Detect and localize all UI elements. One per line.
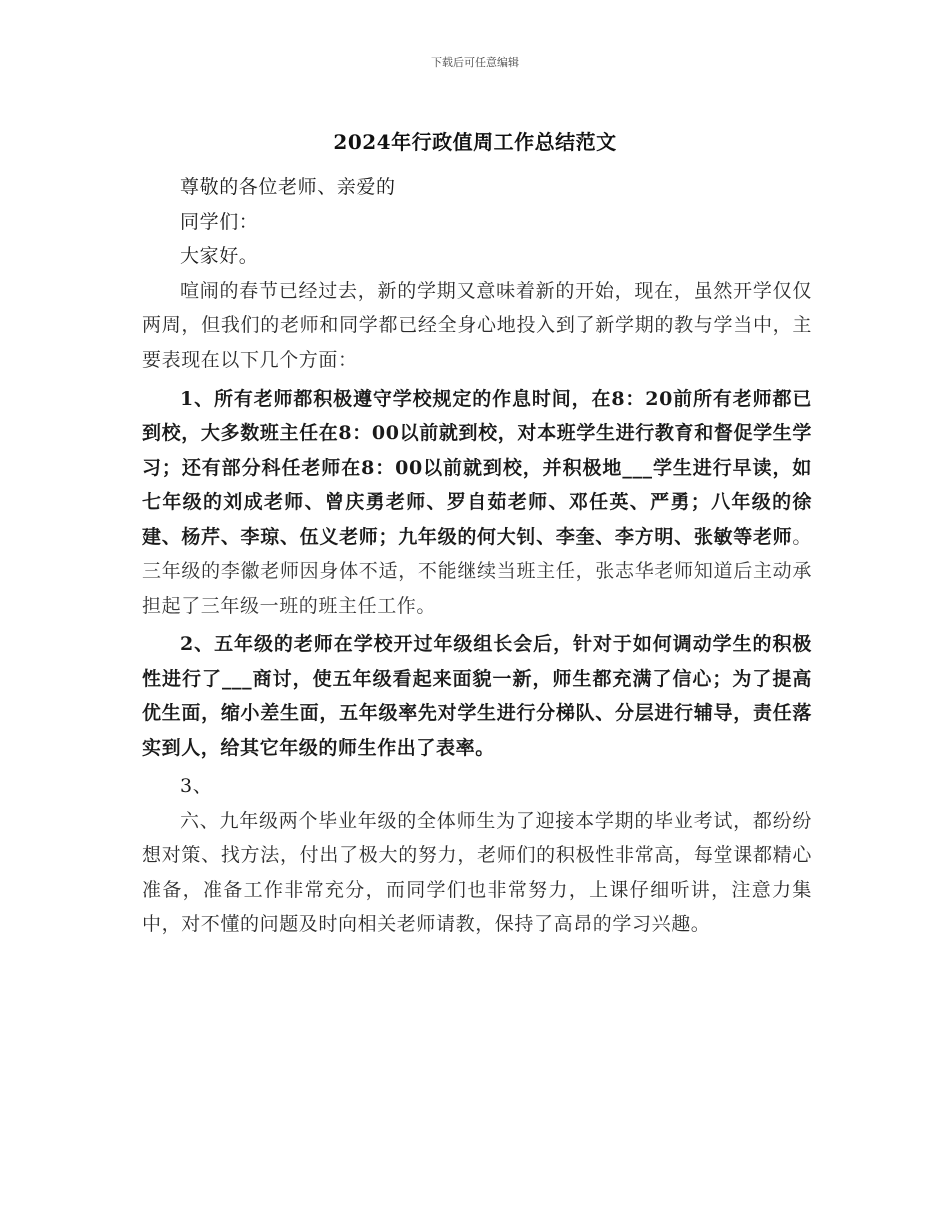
- salutation-line-2: 同学们：: [180, 210, 259, 233]
- greeting: 大家好。: [180, 245, 259, 268]
- point-1-normal-text: 。三年级的李徽老师因身体不适，不能继续当班主任，张志华老师知道后主动承担起了三年级一班的班主任工作。: [142, 525, 812, 617]
- document-title: 2024年行政值周工作总结范文: [333, 130, 617, 154]
- point-3-paragraph: 六、九年级两个毕业年级的全体师生为了迎接本学期的毕业考试，都纷纷想对策、找方法，付出了极大的努力，老师们的积极性非常高，每堂课都精心准备，准备工作非常充分，而同学们也非常努力，上课仔细听讲，注意力集中，对不懂的问题及时向相关老师请教，保持了高昂的学习兴趣。: [142, 809, 812, 936]
- point-2-paragraph: [142, 627, 812, 765]
- document-body: [142, 170, 812, 942]
- intro-paragraph: 喧闹的春节已经过去，新的学期又意味着新的开始，现在，虽然开学仅仅两周，但我们的老师和同学都已经全身心地投入到了新学期的教与学当中，主要表现在以下几个方面：: [142, 279, 812, 371]
- point-3-label: 3、: [180, 775, 213, 798]
- point-1-bold-text: 1、所有老师都积极遵守学校规定的作息时间，在8：20前所有老师都已到校，大多数班主任在8：00以前就到校，对本班学生进行教育和督促学生学习；还有部分科任老师在8：00以前就到校，并积极地___学生进行早读，如七年级的刘成老师、曾庆勇老师、罗自茹老师、邓任英、严勇；八年级的徐建、杨芹、李琼、伍义老师；九年级的何大钊、李奎、李方明、张敏等老师: [142, 387, 812, 548]
- salutation-line-1: 尊敬的各位老师、亲爱的: [180, 176, 396, 198]
- header-note: 下载后可任意编辑: [431, 56, 519, 69]
- point-1-paragraph: [142, 382, 812, 624]
- point-2-text: 2、五年级的老师在学校开过年级组长会后，针对于如何调动学生的积极性进行了___商讨，使五年级看起来面貌一新，师生都充满了信心；为了提高优生面，缩小差生面，五年级率先对学生进行分梯队、分层进行辅导，责任落实到人，给其它年级的师生作出了表率。: [142, 633, 812, 759]
